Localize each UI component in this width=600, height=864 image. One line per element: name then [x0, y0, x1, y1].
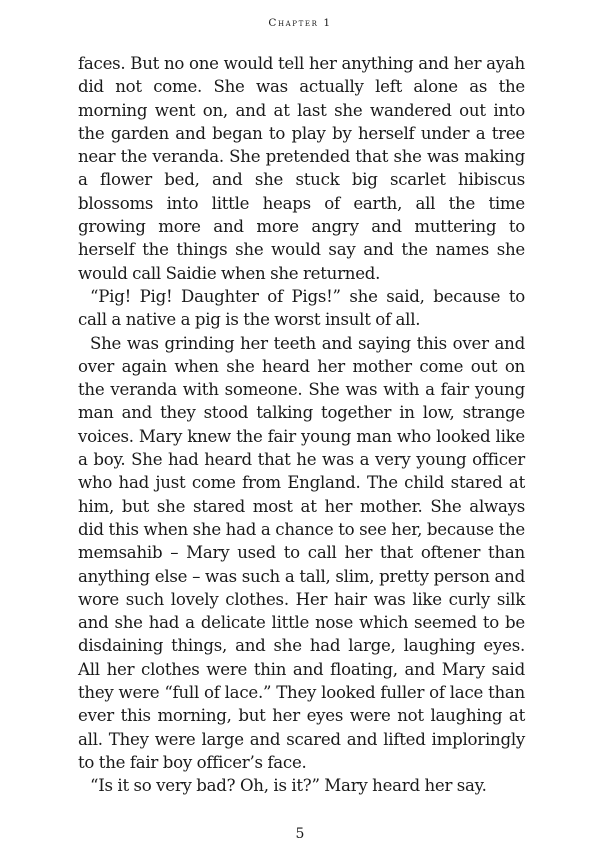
paragraph: “Pig! Pig! Daughter of Pigs!” she said, because to call a native a pig is the worst insult of all.: [78, 286, 525, 330]
page-number: 5: [295, 826, 305, 842]
paragraph: faces. But no one would tell her anything and her ayah did not come. She was actually left alone as the morning went on, and at last she wandered out into the garden and began to play by herself under a tree near the veranda. She pretended that she was making a flower bed, and she stuck big scarlet hibiscus blossoms into little heaps of earth, all the time growing more and more angry and muttering to herself the things she would say and the names she would call Saidie when she returned.: [78, 54, 525, 283]
paragraph: “Is it so very bad? Oh, is it?” Mary heard her say.: [90, 776, 487, 796]
body-text: [78, 52, 525, 798]
paragraph: She was grinding her teeth and saying this over and over again when she heard her mother come out on the veranda with someone. She was with a fair young man and they stood talking together in low, strange voices. Mary knew the fair young man who looked like a boy. She had heard that he was a very young officer who had just come from England. The child stared at him, but she stared most at her mother. She always did this when she had a chance to see her, because the memsahib – Mary used to call her that oftener than anything else – was such a tall, slim, pretty person and wore such lovely clothes. Her hair was like curly silk and she had a delicate little nose which seemed to be disdaining things, and she had large, laughing eyes. All her clothes were thin and floating, and Mary said they were “full of lace.” They looked fuller of lace than ever this morning, but her eyes were not laughing at all. They were large and scared and lifted imploringly to the fair boy officer’s face.: [78, 333, 525, 772]
running-head: Chapter 1: [268, 17, 332, 29]
